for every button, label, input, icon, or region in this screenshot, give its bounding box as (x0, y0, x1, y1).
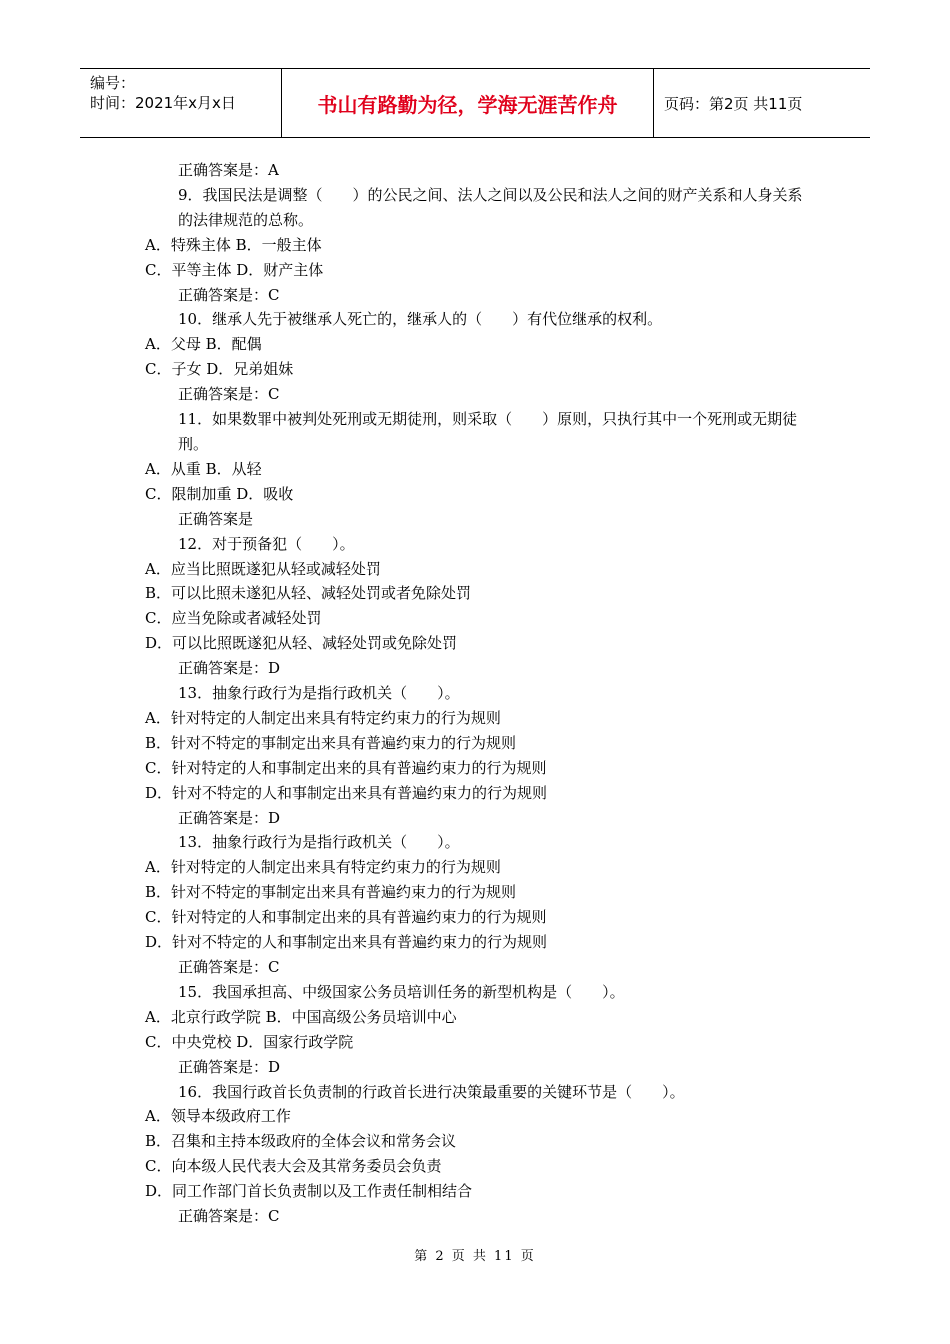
document-date: 时间：2021年x月x日 (90, 94, 236, 112)
answer-line: 正确答案是：C (178, 958, 280, 976)
option-line: B．可以比照未遂犯从轻、减轻处罚或者免除处罚 (145, 584, 472, 603)
question-text: 13．抽象行政行为是指行政机关（ ）。 (178, 833, 460, 852)
document-body (145, 158, 810, 1229)
answer-line: 正确答案是：D (178, 659, 281, 678)
option-line: A．特殊主体 B．一般主体 (145, 235, 322, 254)
answer-line: 正确答案是：C (178, 1207, 280, 1226)
option-line: D．同工作部门首长负责制以及工作责任制相结合 (145, 1182, 473, 1201)
header-page-info: 页码：第2页 共11页 (664, 94, 803, 113)
option-line: A．北京行政学院 B．中国高级公务员培训中心 (145, 1007, 457, 1026)
option-line: B．召集和主持本级政府的全体会议和常务会议 (145, 1132, 457, 1151)
question-text: 12．对于预备犯（ ）。 (178, 534, 355, 553)
option-line: C．针对特定的人和事制定出来的具有普遍约束力的行为规则 (145, 908, 547, 927)
question-text: 15．我国承担高、中级国家公务员培训任务的新型机构是（ ）。 (178, 982, 625, 1001)
option-line: A．领导本级政府工作 (145, 1107, 291, 1126)
option-line: C．子女 D．兄弟姐妹 (145, 360, 294, 379)
answer-line: 正确答案是：C (178, 385, 280, 404)
option-line: D．针对不特定的人和事制定出来具有普遍约束力的行为规则 (145, 783, 548, 802)
page-header (80, 68, 870, 138)
option-line: B．针对不特定的事制定出来具有普遍约束力的行为规则 (145, 883, 517, 902)
option-line: A．应当比照既遂犯从轻或减轻处罚 (145, 559, 381, 578)
page-footer: 第 2 页 共 11 页 (414, 1249, 536, 1264)
header-motto: 书山有路勤为径，学海无涯苦作舟 (282, 69, 654, 137)
document-number-label: 编号： (90, 74, 136, 92)
option-line: A．从重 B．从轻 (145, 459, 262, 478)
question-text: 11．如果数罪中被判处死刑或无期徒刑，则采取（ ）原则，只执行其中一个死刑或无期徒刑。 (178, 410, 798, 453)
option-line: C．限制加重 D．吸收 (145, 484, 294, 503)
question-text: 13．抽象行政行为是指行政机关（ ）。 (178, 684, 460, 703)
question-text: 16．我国行政首长负责制的行政首长进行决策最重要的关键环节是（ ）。 (178, 1082, 685, 1101)
option-line: A．针对特定的人制定出来具有特定约束力的行为规则 (145, 858, 501, 877)
option-line: A．父母 B．配偶 (145, 335, 262, 354)
header-meta (80, 69, 282, 137)
option-line: D．可以比照既遂犯从轻、减轻处罚或免除处罚 (145, 634, 458, 653)
option-line: C．针对特定的人和事制定出来的具有普遍约束力的行为规则 (145, 758, 547, 777)
answer-line: 正确答案是：C (178, 285, 280, 304)
answer-line: 正确答案是：D (178, 808, 281, 827)
answer-line: 正确答案是：D (178, 1057, 281, 1076)
option-line: C．应当免除或者减轻处罚 (145, 609, 322, 628)
option-line: A．针对特定的人制定出来具有特定约束力的行为规则 (145, 708, 501, 727)
option-line: B．针对不特定的事制定出来具有普遍约束力的行为规则 (145, 733, 517, 752)
question-text: 9．我国民法是调整（ ）的公民之间、法人之间以及公民和法人之间的财产关系和人身关系的法律规范的总称。 (178, 185, 803, 229)
option-line: C．中央党校 D．国家行政学院 (145, 1032, 354, 1051)
question-text: 10．继承人先于被继承人死亡的，继承人的（ ）有代位继承的权利。 (178, 310, 663, 329)
answer-line: 正确答案是 (178, 509, 254, 528)
option-line: C．向本级人民代表大会及其常务委员会负责 (145, 1157, 442, 1176)
answer-line: 正确答案是：A (178, 161, 279, 179)
option-line: D．针对不特定的人和事制定出来具有普遍约束力的行为规则 (145, 933, 548, 952)
option-line: C．平等主体 D．财产主体 (145, 260, 324, 279)
